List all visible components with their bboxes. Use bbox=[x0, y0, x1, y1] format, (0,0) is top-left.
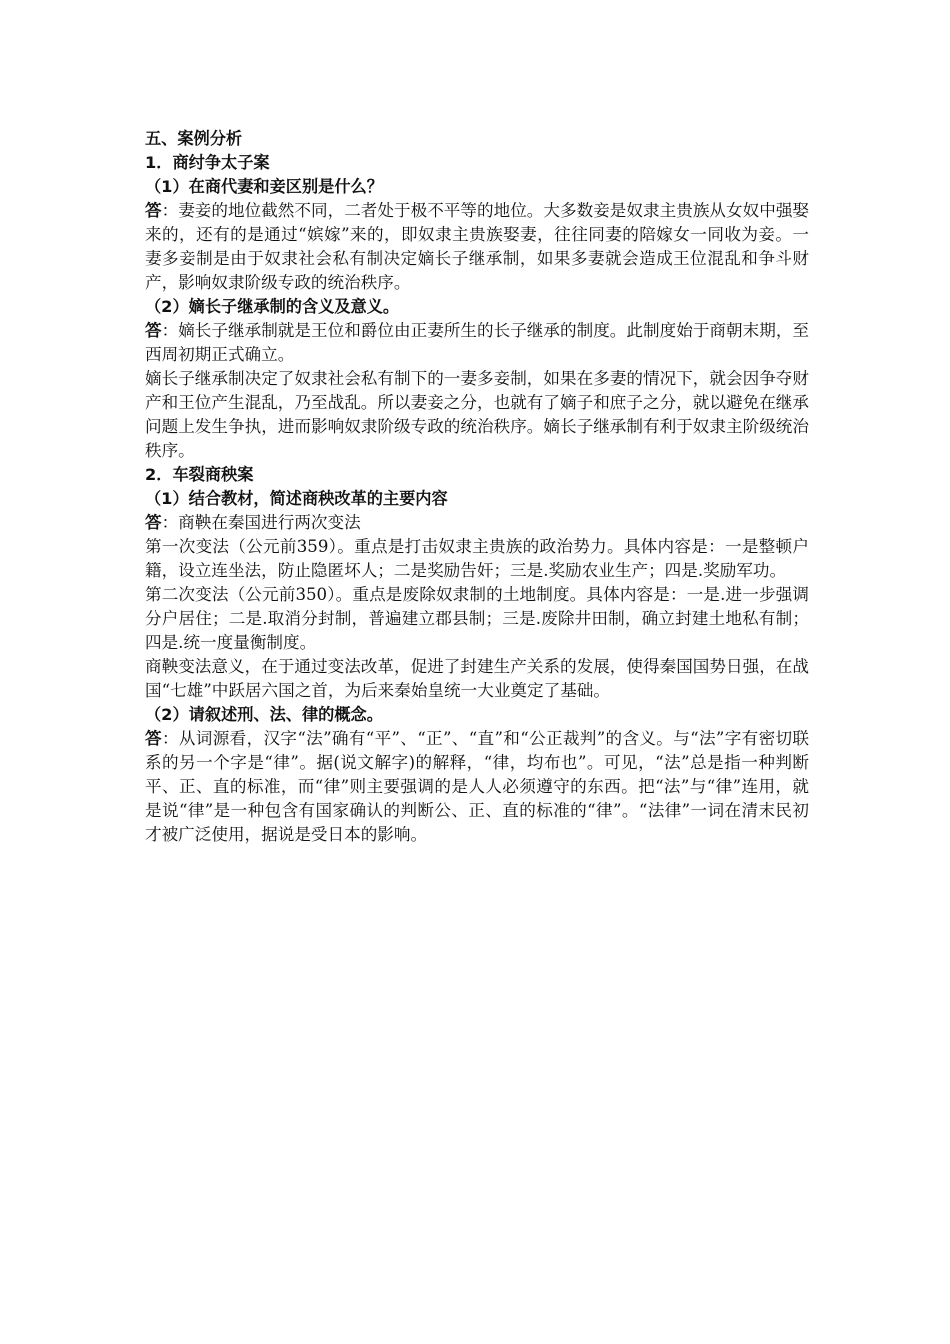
section-title: 五、案例分析 bbox=[145, 129, 243, 148]
answer-paragraph: 嫡长子继承制决定了奴隶社会私有制下的一妻多妾制，如果在多妻的情况下，就会因争夺财产和王位产生混乱，乃至战乱。所以妻妾之分，也就有了嫡子和庶子之分，就以避免在继承问题上发生争执，进而影响奴隶阶级专政的统治秩序。嫡长子继承制有利于奴隶主阶级统治秩序。 bbox=[145, 369, 809, 460]
answer-paragraph: 商鞅变法意义，在于通过变法改革，促进了封建生产关系的发展，使得秦国国势日强，在战国“七雄”中跃居六国之首，为后来秦始皇统一大业奠定了基础。 bbox=[145, 657, 809, 700]
answer-paragraph bbox=[145, 511, 809, 535]
answer-text: ：商鞅在秦国进行两次变法 bbox=[161, 513, 361, 532]
question: （1）在商代妻和妾区别是什么？ bbox=[145, 177, 383, 196]
question: （2）请叙述刑、法、律的概念。 bbox=[145, 705, 383, 724]
answer-text: ：妻妾的地位截然不同，二者处于极不平等的地位。大多数妾是奴隶主贵族从女奴中强娶来的，还有的是通过“嫔嫁”来的，即奴隶主贵族娶妻，往往同妻的陪嫁女一同收为妾。一妻多妾制是由于奴隶社会私有制决定嫡长子继承制，如果多妻就会造成王位混乱和争斗财产，影响奴隶阶级专政的统治秩序。 bbox=[145, 201, 810, 292]
answer-label: 答 bbox=[145, 513, 162, 532]
answer-paragraph: 第一次变法（公元前359）。重点是打击奴隶主贵族的政治势力。具体内容是：一是整顿户籍，设立连坐法，防止隐匿坏人；二是奖励告奸；三是.奖励农业生产；四是.奖励军功。 bbox=[145, 537, 809, 580]
answer-text: ：嫡长子继承制就是王位和爵位由正妻所生的长子继承的制度。此制度始于商朝末期，至西周初期正式确立。 bbox=[145, 321, 810, 364]
answer-label: 答 bbox=[145, 729, 162, 748]
answer-text: ：从词源看，汉字“法”确有“平”、“正”、“直”和“公正裁判”的含义。与“法”字有密切联系的另一个字是“律”。据(说文解字)的解释，“律，均布也”。可见，“法”总是指一种判断平、正、直的标准，而“律”则主要强调的是人人必须遵守的东西。把“法”与“律”连用，就是说“律”是一种包含有国家确认的判断公、正、直的标准的“律”。“法律”一词在清末民初才被广泛使用，据说是受日本的影响。 bbox=[145, 729, 810, 844]
case-title: 2．车裂商秧案 bbox=[145, 465, 254, 484]
answer-label: 答 bbox=[145, 321, 162, 340]
answer-label: 答 bbox=[145, 201, 162, 220]
answer-paragraph bbox=[145, 727, 809, 847]
question: （2）嫡长子继承制的含义及意义。 bbox=[145, 297, 400, 316]
answer-paragraph bbox=[145, 199, 809, 295]
case-title: 1．商纣争太子案 bbox=[145, 153, 270, 172]
question: （1）结合教材，简述商秧改革的主要内容 bbox=[145, 489, 448, 508]
answer-paragraph: 第二次变法（公元前350）。重点是废除奴隶制的土地制度。具体内容是：一是.进一步强调分户居住；二是.取消分封制，普遍建立郡县制；三是.废除井田制，确立封建土地私有制；四是.统一度量衡制度。 bbox=[145, 585, 809, 652]
answer-paragraph bbox=[145, 319, 809, 367]
document-page bbox=[145, 127, 809, 847]
